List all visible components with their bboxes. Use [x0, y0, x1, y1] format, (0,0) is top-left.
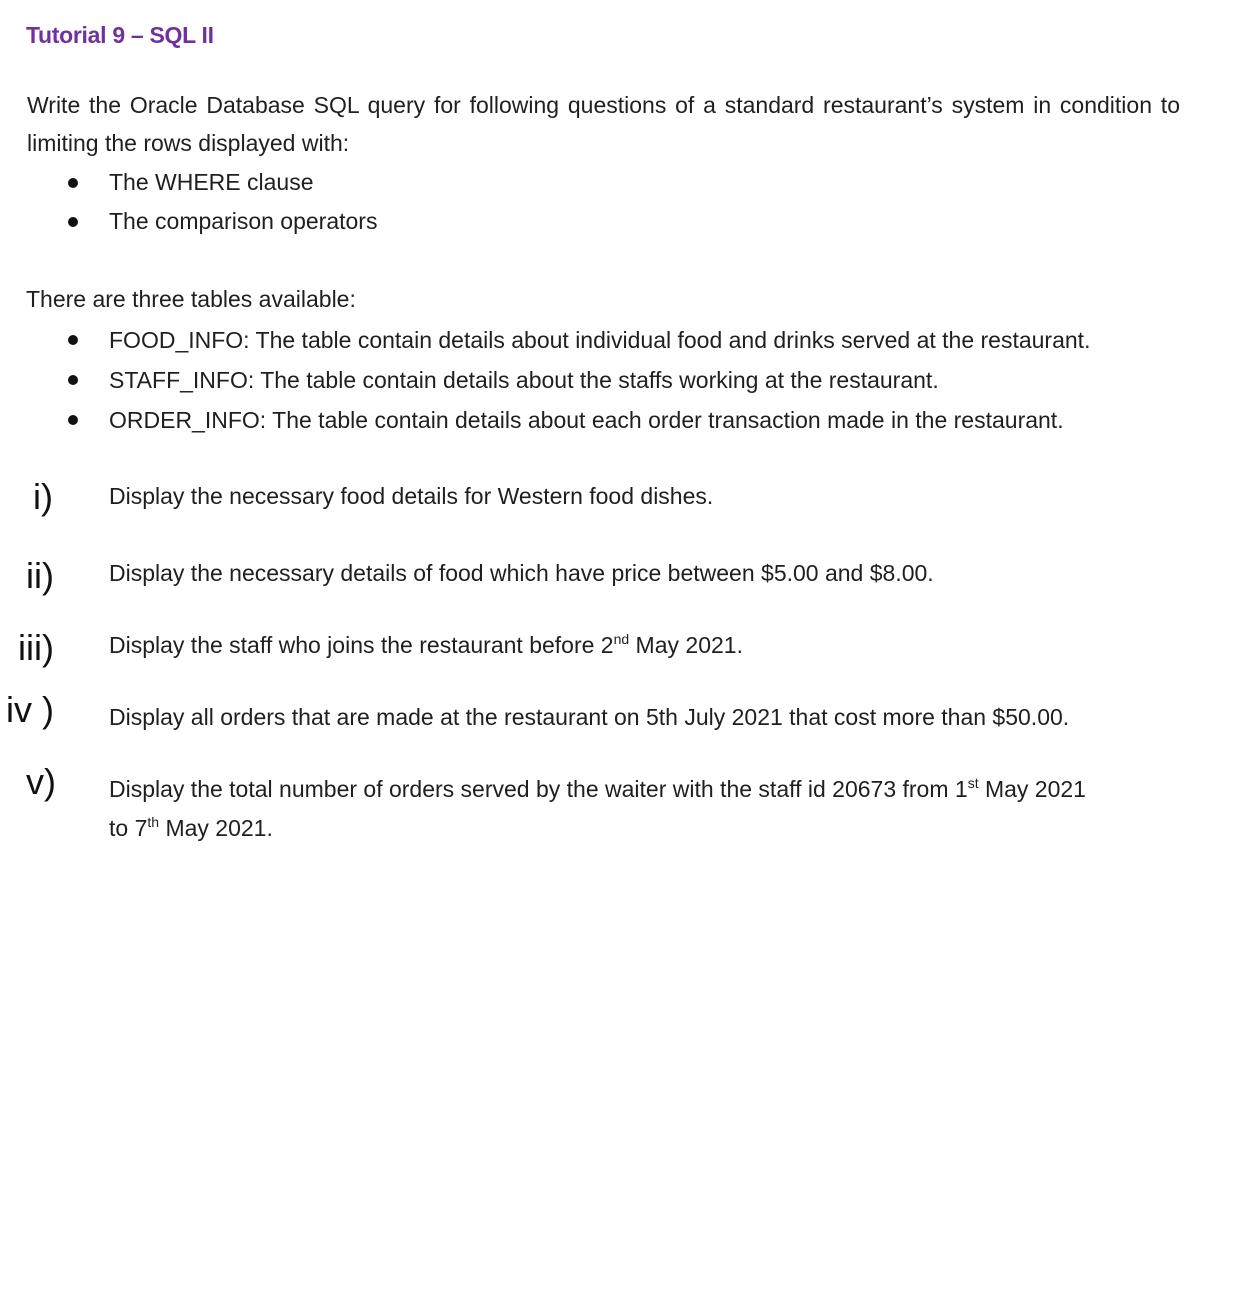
text-span: Display the total number of orders served by the waiter with the staff id 20673 from 1 [109, 776, 968, 802]
table-description: ORDER_INFO: The table contain details about each order transaction made in the restaurant. [109, 407, 1064, 433]
ordinal-suffix: th [147, 814, 160, 830]
question-text: Display the necessary details of food which have price between $5.00 and $8.00. [109, 560, 934, 586]
question-number: iv ) [6, 689, 54, 730]
text-span: May 2021. [629, 632, 743, 658]
intro-paragraph: Write the Oracle Database SQL query for following questions of a standard restaurant’s system in condition to limiting the rows displayed with: [27, 92, 1180, 156]
criteria-item: The comparison operators [109, 208, 378, 234]
question-text: Display all orders that are made at the restaurant on 5th July 2021 that cost more than $50.00. [109, 704, 1070, 730]
bullet-icon [68, 415, 78, 425]
bullet-icon [68, 217, 78, 227]
tables-lead: There are three tables available: [26, 286, 356, 312]
question-text: Display the necessary food details for Western food dishes. [109, 483, 714, 509]
question-number: i) [33, 476, 53, 517]
bullet-icon [68, 178, 78, 188]
question-number: ii) [26, 555, 54, 596]
text-span: to 7 [109, 815, 148, 841]
criteria-item: The WHERE clause [109, 169, 314, 195]
question-text [109, 626, 1189, 665]
question-number: iii) [18, 627, 54, 668]
table-description: STAFF_INFO: The table contain details about the staffs working at the restaurant. [109, 367, 939, 393]
table-description: FOOD_INFO: The table contain details about individual food and drinks served at the restaurant. [109, 327, 1091, 353]
bullet-icon [68, 335, 78, 345]
bullet-icon [68, 375, 78, 385]
text-span: Display the staff who joins the restaurant before 2 [109, 632, 614, 658]
text-span: May 2021 [978, 776, 1086, 802]
page-title: Tutorial 9 – SQL II [26, 22, 214, 48]
text-span: May 2021. [159, 815, 273, 841]
ordinal-suffix: st [967, 775, 979, 791]
question-number: v) [26, 761, 56, 802]
ordinal-suffix: nd [613, 631, 630, 647]
question-text [109, 770, 1189, 848]
